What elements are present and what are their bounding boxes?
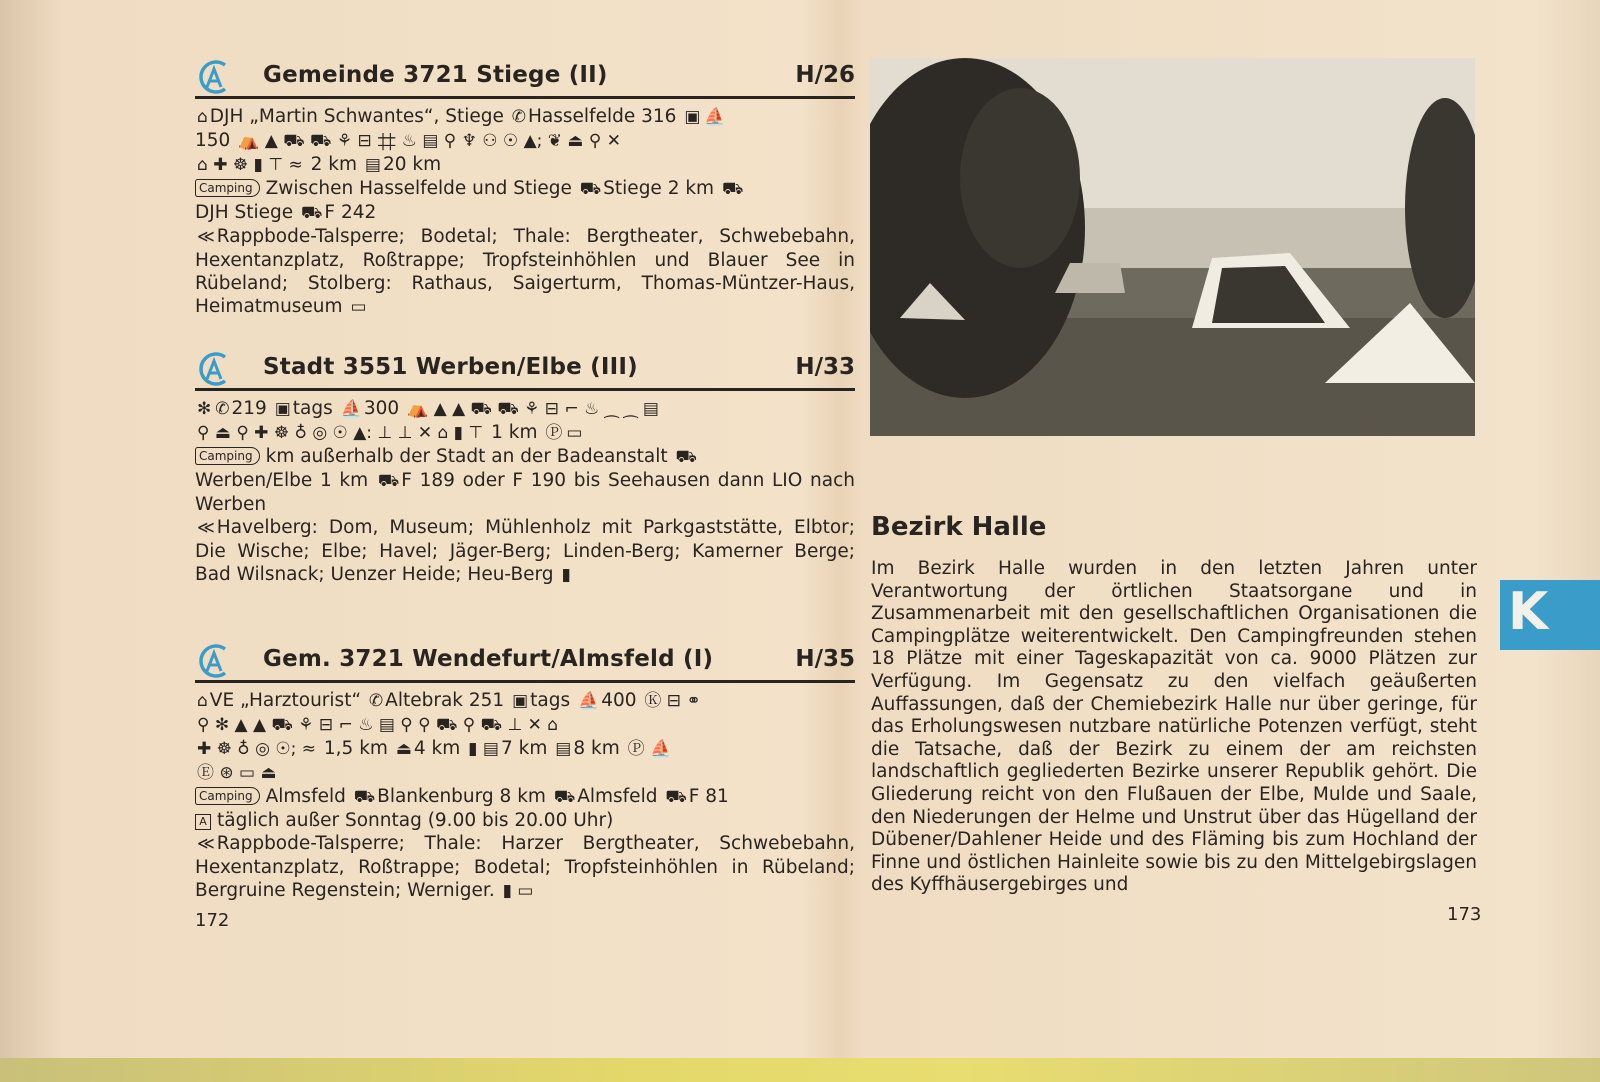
entry-wendefurt [195,642,855,903]
campsite-photo [870,58,1475,436]
map-code: H/26 [795,62,855,88]
phone-icon: ✆ [368,691,384,711]
swim-icon: ⏏ [395,739,412,759]
hostel-icon: ⌂ [197,107,208,127]
car-icon: ⛟ [721,179,744,199]
bus-icon: ⛟ [353,787,376,807]
tent-sign-icon: ▣ [274,399,291,419]
facility-icons-4: Ⓔ ⊛ ▭ ⏏ [197,763,277,783]
parking-icon: Ⓟ [545,423,563,443]
entry-werben [195,350,855,587]
tent-sign-icon: ▣ [684,107,701,127]
chapter-tab-letter: K [1508,582,1549,642]
book-icon: ▭ [566,423,583,443]
entry-header [195,642,855,683]
shop-icon: ▮ ▤ [468,739,499,759]
ca-logo-icon [195,350,233,388]
car-icon: ⛟ [301,203,323,223]
table-surface [0,1058,1600,1082]
shop-icon: ▤ [364,155,381,175]
parking-icon: Ⓟ ⛵ [627,739,672,759]
facility-icons: ⛺ ▲ ▲ ⛟ ⛟ ⚘ ⊟ ⌐ ♨ ⁔ ⁔ ▤ [407,399,659,419]
entry-stiege [195,58,855,319]
camping-badge: Camping [195,787,260,805]
car-icon: ⛟ [675,447,697,467]
bus-icon: ⛟ [579,179,602,199]
sights-icon: ≪ [197,834,215,854]
hostel-icon: ⌂ [197,691,208,711]
page-number-right: 173 [1447,904,1482,925]
chapter-tab [1500,580,1600,650]
tent-sign-icon: ▣ [512,691,529,711]
map-code: H/35 [795,646,855,672]
ca-logo-icon [195,642,233,680]
museum-icon: ▮ ▭ [502,881,534,901]
facility-icons: ⛺ ▲ ⛟ ⛟ ⚘ ⊟ ⌗ ♨ ▤ ⚲ ♆ ⚇ ☉ ▲; ❦ ⏏ ⚲ ✕ [238,131,621,151]
map-code: H/33 [795,354,855,380]
entry-title: Gem. 3721 Wendefurt/Almsfeld (I) [263,646,714,672]
boat-icon: ⛵ [704,107,726,127]
facility-icons-2: ⚲ ⏏ ⚲ ✚ ☸ ♁ ◎ ☉ ▲: ⊥ ⊥ ✕ ⌂ ▮ ⊤ [197,423,484,443]
car-icon: ⛟ [553,787,576,807]
camping-badge: Camping [195,179,260,197]
facility-icon: ✻ [197,399,212,419]
section-title: Bezirk Halle [871,512,1047,542]
right-page [855,0,1555,1058]
left-page [40,0,855,1058]
car-icon: ⛟ [377,471,400,491]
facility-icons-3: ✚ ☸ ♁ ◎ ☉; ≈ [197,739,316,759]
car-icon: ⛟ [665,787,687,807]
entry-header [195,350,855,391]
entry-body: ✻ ✆ 219 ▣ tags ⛵ 300 ⛺ ▲ ▲ ⛟ ⛟ ⚘ ⊟ ⌐ ♨ ⁔ ⁔ ▤ ⚲ ⏏ ⚲ ✚ ☸ ♁ ◎ ☉ ▲: ⊥ ⊥ ✕ ⌂ ▮ ⊤ 1 km Ⓟ ▭ Camping km außerhalb der Stadt an der Badeanstalt ⛟ Werben/Elbe 1 km ⛟ F 189 oder F 190 bis Seehausen dann LIO nach Werben ≪ Havelberg: Dom, Museum; Mühlenholz mit Parkgaststätte, Elbtor; Die Wische; Elbe; Havel; Jäger-Berg; Linden-Berg; Kamerner Berge; Bad Wilsnack; Uenzer Heide; Heu-Berg ▮ [195,398,855,585]
sights-icon: ≪ [197,227,215,247]
camping-badge: Camping [195,447,260,465]
boat-icon: ⛵ [340,399,362,419]
boat-icon: ⛵ [578,691,600,711]
entry-title: Stadt 3551 Werben/Elbe (III) [263,354,638,380]
phone-icon: ✆ [511,107,527,127]
entry-body: ⌂ VE „Harztourist“ ✆ Altebrak 251 ▣ tags ⛵ 400 Ⓚ ⊟ ⚭ ⚲ ✻ ▲ ▲ ⛟ ⚘ ⊟ ⌐ ♨ ▤ ⚲ ⚲ ⛟ ⚲ ⛟ ⊥ ✕ ⌂ ✚ ☸ ♁ ◎ ☉; ≈ 1,5 km ⏏ 4 km ▮ ▤ 7 km ▤ 8 km Ⓟ ⛵ Ⓔ ⊛ ▭ ⏏ Camping Almsfeld ⛟ Blankenburg 8 km ⛟ Almsfeld ⛟ F 81 A täglich außer Sonntag (9.00 bis 20.00 Uhr) ≪ Rappbode-Talsperre; Thale: Harzer Bergtheater, Schwebebahn, Hexentanzplatz, Roßtrappe; Bodetal; Tropfsteinhöhlen in Rübeland; Bergruine Regenstein; Werniger. ▮ ▭ [195,690,855,901]
entry-body: ⌂ DJH „Martin Schwantes“, Stiege ✆ Hasselfelde 316 ▣ ⛵ 150 ⛺ ▲ ⛟ ⛟ ⚘ ⊟ ⌗ ♨ ▤ ⚲ ♆ ⚇ ☉ ▲; ❦ ⏏ ⚲ ✕ ⌂ ✚ ☸ ▮ ⊤ ≈ 2 km ▤ 20 km Camping Zwischen Hasselfelde und Stiege ⛟ Stiege 2 km ⛟ DJH Stiege ⛟ F 242 ≪ Rappbode-Talsperre; Bodetal; Thale: Bergtheater, Schwebebahn, Hexentanzplatz, Roßtrappe; Tropfsteinhöhlen und Blauer See in Rübeland; Stolberg: Rathaus, Saigerturm, Thomas-Müntzer-Haus, Heimatmuseum ▭ [195,106,855,317]
hours-badge: A [195,814,211,830]
phone-icon: ✆ [215,399,230,419]
shop-icon: ▤ [555,739,572,759]
section-body: Im Bezirk Halle wurden in den letzten Jahren unter Verantwortung der örtlichen Staatsorgane und in Zusammenarbeit mit den gesellschaftlichen Organisationen die Campingplätze weiterentwickelt. Den Campingfreunden stehen 18 Plätze mit einer Tageskapazität von ca. 9000 Plätzen zur Verfügung. Im Gegensatz zu den vielfach geäußerten Auffassungen, daß der Chemiebezirk Halle nur über geringe, für das Erholungswesen nutzbare natürliche Potenzen verfügt, steht die Tatsache, daß der Bezirk zu einem der am reichsten landschaftlich gegliederten Bezirke unserer Republik gehört. Die Gliederung reicht von den Flußauen der Elbe, Mulde und Saale, den Niederungen der Helme und Unstrut über das Hügelland der Dübener/Dahlener Heide und des Fläming bis zum Hochland der Finne und östlichen Hainleite sowie bis zu den Mittelgebirgslagen des Kyffhäusergebirges und [871,558,1477,896]
museum-icon: ▭ [350,297,367,317]
museum-icon: ▮ [561,565,571,585]
page-number-left: 172 [195,910,230,931]
ca-logo-icon [195,58,233,96]
facility-icons: Ⓚ ⊟ ⚭ [644,691,701,711]
entry-title: Gemeinde 3721 Stiege (II) [263,62,608,88]
sights-icon: ≪ [197,518,215,538]
facility-icons-2: ⚲ ✻ ▲ ▲ ⛟ ⚘ ⊟ ⌐ ♨ ▤ ⚲ ⚲ ⛟ ⚲ ⛟ ⊥ ✕ ⌂ [197,715,559,735]
facility-icons-2: ⌂ ✚ ☸ ▮ ⊤ ≈ [197,155,303,175]
entry-header [195,58,855,99]
